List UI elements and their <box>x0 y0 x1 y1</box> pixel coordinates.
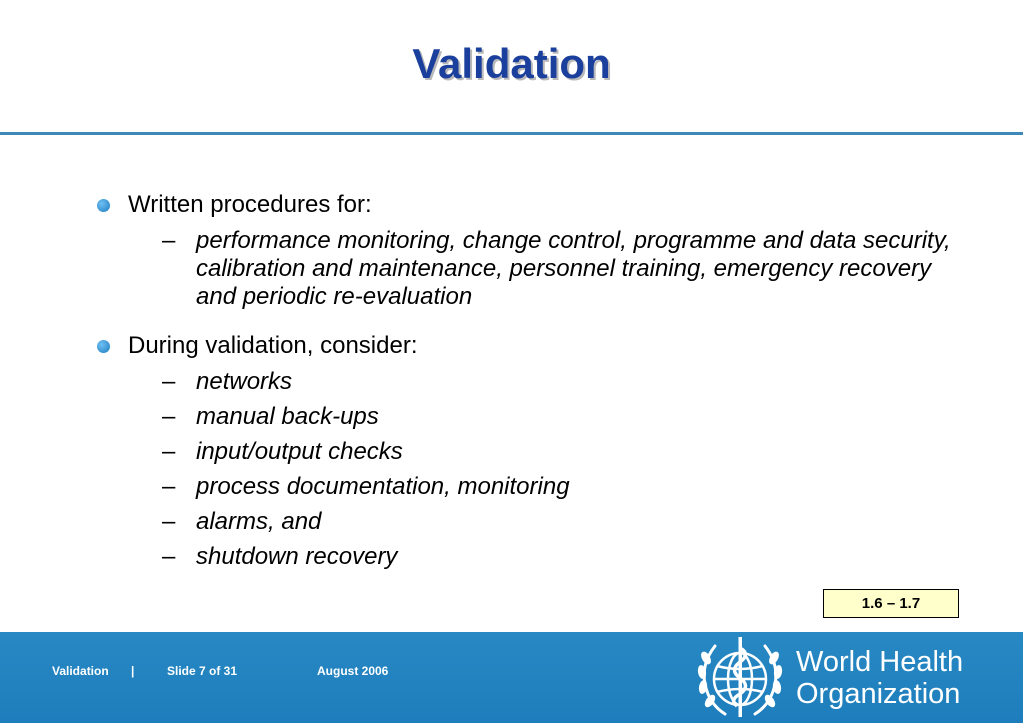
reference-box: 1.6 – 1.7 <box>823 589 959 618</box>
footer-separator: | <box>131 664 135 678</box>
sub-item <box>162 508 974 536</box>
dash-icon: – <box>162 368 176 395</box>
footer-section: Validation <box>52 664 109 678</box>
who-emblem-icon <box>693 634 788 720</box>
sub-item <box>162 543 974 571</box>
sub-list <box>162 227 974 311</box>
sub-list <box>162 368 974 571</box>
dash-icon: – <box>162 543 176 570</box>
dash-icon: – <box>162 438 176 465</box>
bullet-text: Written procedures for: <box>128 191 372 218</box>
footer-date: August 2006 <box>317 664 389 678</box>
sub-item-text: performance monitoring, change control, programme and data security, calibration and maintenance, personnel training, emergency recovery and periodic re-evaluation <box>196 227 951 310</box>
bullet-dot-icon <box>97 340 110 353</box>
sub-item-text: networks <box>196 368 293 395</box>
sub-item <box>162 368 974 396</box>
footer-slide-number: Slide 7 of 31 <box>167 664 238 678</box>
title-divider <box>0 132 1023 135</box>
sub-item <box>162 438 974 466</box>
sub-item <box>162 473 974 501</box>
sub-item-text: process documentation, monitoring <box>196 473 570 500</box>
sub-item-text: input/output checks <box>196 438 403 465</box>
sub-item-text: manual back-ups <box>196 403 379 430</box>
org-name-line1: World Health <box>796 646 964 678</box>
sub-item <box>162 227 974 311</box>
slide-title: Validation <box>412 40 611 87</box>
sub-item-text: alarms, and <box>196 508 322 535</box>
dash-icon: – <box>162 403 176 430</box>
sub-item-text: shutdown recovery <box>196 543 398 570</box>
dash-icon: – <box>162 508 176 535</box>
bullet-text: During validation, consider: <box>128 332 418 359</box>
dash-icon: – <box>162 227 176 254</box>
org-name-line2: Organization <box>796 678 961 710</box>
sub-item <box>162 403 974 431</box>
bullet-item <box>94 190 974 220</box>
dash-icon: – <box>162 473 176 500</box>
bullet-item <box>94 331 974 361</box>
bullet-dot-icon <box>97 199 110 212</box>
slide-body <box>94 190 974 571</box>
